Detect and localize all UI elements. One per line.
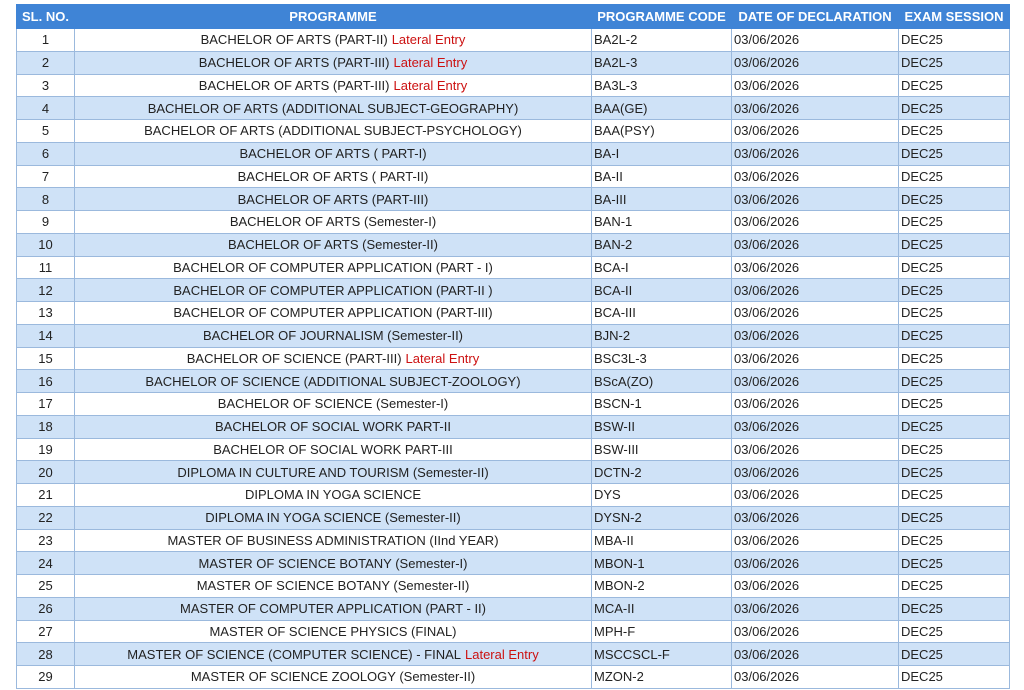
- programme-code-cell: BJN-2: [592, 324, 732, 347]
- programme-code-cell: BA-III: [592, 188, 732, 211]
- lateral-entry-label: Lateral Entry: [465, 646, 539, 662]
- table-row: [17, 188, 1010, 211]
- programme-cell: [75, 120, 592, 143]
- table-row: [17, 552, 1010, 575]
- programme-code-cell: BAN-1: [592, 211, 732, 234]
- table-row: [17, 415, 1010, 438]
- exam-session-cell: DEC25: [899, 506, 1010, 529]
- programme-code-cell: BCA-II: [592, 279, 732, 302]
- sl-no-cell: 9: [17, 211, 75, 234]
- header-date-of-declaration: DATE OF DECLARATION: [732, 5, 899, 29]
- programme-cell: [75, 438, 592, 461]
- sl-no-cell: 23: [17, 529, 75, 552]
- declaration-date-cell: 03/06/2026: [732, 302, 899, 325]
- programme-code-cell: MCA-II: [592, 597, 732, 620]
- programme-code-cell: MBON-1: [592, 552, 732, 575]
- programme-name: BACHELOR OF COMPUTER APPLICATION (PART-III): [173, 305, 493, 321]
- programme-cell: [75, 256, 592, 279]
- declaration-date-cell: 03/06/2026: [732, 120, 899, 143]
- declaration-date-cell: 03/06/2026: [732, 552, 899, 575]
- header-programme-code: PROGRAMME CODE: [592, 5, 732, 29]
- programme-name: DIPLOMA IN YOGA SCIENCE (Semester-II): [205, 510, 461, 526]
- declaration-date-cell: 03/06/2026: [732, 165, 899, 188]
- exam-session-cell: DEC25: [899, 256, 1010, 279]
- exam-session-cell: DEC25: [899, 438, 1010, 461]
- table-row: [17, 29, 1010, 52]
- exam-session-cell: DEC25: [899, 165, 1010, 188]
- programme-code-cell: BAA(GE): [592, 97, 732, 120]
- programme-code-cell: MBA-II: [592, 529, 732, 552]
- programme-cell: [75, 393, 592, 416]
- programme-name: BACHELOR OF SOCIAL WORK PART-III: [213, 441, 453, 457]
- programme-name: BACHELOR OF SCIENCE (Semester-I): [217, 396, 449, 412]
- exam-session-cell: DEC25: [899, 233, 1010, 256]
- exam-session-cell: DEC25: [899, 97, 1010, 120]
- programme-code-cell: BCA-I: [592, 256, 732, 279]
- sl-no-cell: 3: [17, 74, 75, 97]
- programme-cell: [75, 279, 592, 302]
- programme-code-cell: BA-II: [592, 165, 732, 188]
- sl-no-cell: 7: [17, 165, 75, 188]
- table-row: [17, 643, 1010, 666]
- declaration-date-cell: 03/06/2026: [732, 142, 899, 165]
- exam-session-cell: DEC25: [899, 597, 1010, 620]
- programme-cell: [75, 620, 592, 643]
- table-row: [17, 279, 1010, 302]
- table-row: [17, 324, 1010, 347]
- exam-session-cell: DEC25: [899, 142, 1010, 165]
- programme-cell: [75, 302, 592, 325]
- exam-session-cell: DEC25: [899, 51, 1010, 74]
- sl-no-cell: 8: [17, 188, 75, 211]
- declaration-date-cell: 03/06/2026: [732, 256, 899, 279]
- table-row: [17, 74, 1010, 97]
- exam-session-cell: DEC25: [899, 415, 1010, 438]
- lateral-entry-label: Lateral Entry: [405, 350, 480, 366]
- programme-name: BACHELOR OF ARTS ( PART-II): [237, 168, 429, 184]
- sl-no-cell: 5: [17, 120, 75, 143]
- programme-code-cell: DYS: [592, 484, 732, 507]
- programme-name: DIPLOMA IN CULTURE AND TOURISM (Semester-II): [177, 464, 489, 480]
- declaration-date-cell: 03/06/2026: [732, 279, 899, 302]
- sl-no-cell: 14: [17, 324, 75, 347]
- programme-code-cell: BSW-II: [592, 415, 732, 438]
- sl-no-cell: 25: [17, 575, 75, 598]
- programme-name: BACHELOR OF ARTS (ADDITIONAL SUBJECT-PSYCHOLOGY): [144, 123, 522, 139]
- programme-cell: [75, 575, 592, 598]
- exam-session-cell: DEC25: [899, 575, 1010, 598]
- table-body: [17, 29, 1010, 689]
- exam-session-cell: DEC25: [899, 324, 1010, 347]
- declaration-date-cell: 03/06/2026: [732, 347, 899, 370]
- table-row: [17, 256, 1010, 279]
- programme-code-cell: BA2L-2: [592, 29, 732, 52]
- table-row: [17, 51, 1010, 74]
- declaration-date-cell: 03/06/2026: [732, 370, 899, 393]
- programme-name: MASTER OF SCIENCE (COMPUTER SCIENCE) - FINAL: [127, 646, 461, 662]
- sl-no-cell: 6: [17, 142, 75, 165]
- table-row: [17, 211, 1010, 234]
- programme-cell: [75, 506, 592, 529]
- table-row: [17, 529, 1010, 552]
- sl-no-cell: 20: [17, 461, 75, 484]
- programme-code-cell: BScA(ZO): [592, 370, 732, 393]
- programme-name: BACHELOR OF ARTS (Semester-I): [229, 214, 437, 230]
- programme-code-cell: BA-I: [592, 142, 732, 165]
- declaration-date-cell: 03/06/2026: [732, 29, 899, 52]
- programme-name: MASTER OF COMPUTER APPLICATION (PART - II): [179, 601, 486, 617]
- programme-code-cell: BA2L-3: [592, 51, 732, 74]
- table-row: [17, 666, 1010, 689]
- programme-cell: [75, 165, 592, 188]
- declaration-date-cell: 03/06/2026: [732, 438, 899, 461]
- lateral-entry-label: Lateral Entry: [391, 32, 466, 48]
- table-row: [17, 233, 1010, 256]
- programme-name: BACHELOR OF ARTS (Semester-II): [228, 237, 438, 253]
- table-row: [17, 461, 1010, 484]
- table-row: [17, 438, 1010, 461]
- exam-session-cell: DEC25: [899, 279, 1010, 302]
- table-row: [17, 120, 1010, 143]
- programme-name: BACHELOR OF ARTS (PART-III): [237, 191, 429, 207]
- lateral-entry-label: Lateral Entry: [393, 77, 468, 93]
- table-row: [17, 484, 1010, 507]
- programme-code-cell: BA3L-3: [592, 74, 732, 97]
- declaration-date-cell: 03/06/2026: [732, 506, 899, 529]
- exam-session-cell: DEC25: [899, 29, 1010, 52]
- exam-session-cell: DEC25: [899, 211, 1010, 234]
- exam-session-cell: DEC25: [899, 393, 1010, 416]
- exam-session-cell: DEC25: [899, 74, 1010, 97]
- declaration-date-cell: 03/06/2026: [732, 597, 899, 620]
- programme-cell: [75, 97, 592, 120]
- exam-session-cell: DEC25: [899, 484, 1010, 507]
- sl-no-cell: 18: [17, 415, 75, 438]
- exam-session-cell: DEC25: [899, 529, 1010, 552]
- header-row: [17, 5, 1010, 29]
- programme-name: BACHELOR OF ARTS ( PART-I): [239, 146, 427, 162]
- programme-code-cell: BSW-III: [592, 438, 732, 461]
- programme-cell: [75, 552, 592, 575]
- declaration-date-cell: 03/06/2026: [732, 575, 899, 598]
- sl-no-cell: 27: [17, 620, 75, 643]
- sl-no-cell: 19: [17, 438, 75, 461]
- programme-name: BACHELOR OF SCIENCE (PART-III): [186, 350, 402, 366]
- table-header: [17, 5, 1010, 29]
- programme-cell: [75, 324, 592, 347]
- exam-session-cell: DEC25: [899, 370, 1010, 393]
- exam-session-cell: DEC25: [899, 347, 1010, 370]
- programme-name: MASTER OF SCIENCE PHYSICS (FINAL): [209, 623, 457, 639]
- declaration-date-cell: 03/06/2026: [732, 393, 899, 416]
- programme-name: MASTER OF BUSINESS ADMINISTRATION (IInd YEAR): [167, 532, 499, 548]
- programme-code-cell: BAA(PSY): [592, 120, 732, 143]
- programme-cell: [75, 415, 592, 438]
- programme-cell: [75, 51, 592, 74]
- programme-cell: [75, 529, 592, 552]
- table-row: [17, 165, 1010, 188]
- sl-no-cell: 28: [17, 643, 75, 666]
- exam-session-cell: DEC25: [899, 120, 1010, 143]
- exam-session-cell: DEC25: [899, 461, 1010, 484]
- header-sl-no: SL. NO.: [17, 5, 75, 29]
- exam-session-cell: DEC25: [899, 666, 1010, 689]
- programme-code-cell: MBON-2: [592, 575, 732, 598]
- programme-cell: [75, 666, 592, 689]
- programme-name: BACHELOR OF ARTS (PART-III): [198, 55, 390, 71]
- results-table: [16, 4, 1010, 689]
- programme-code-cell: BSCN-1: [592, 393, 732, 416]
- declaration-date-cell: 03/06/2026: [732, 415, 899, 438]
- declaration-date-cell: 03/06/2026: [732, 188, 899, 211]
- table-row: [17, 597, 1010, 620]
- declaration-date-cell: 03/06/2026: [732, 97, 899, 120]
- table-row: [17, 97, 1010, 120]
- programme-code-cell: BCA-III: [592, 302, 732, 325]
- exam-session-cell: DEC25: [899, 552, 1010, 575]
- sl-no-cell: 29: [17, 666, 75, 689]
- programme-name: BACHELOR OF SCIENCE (ADDITIONAL SUBJECT-ZOOLOGY): [145, 373, 521, 389]
- programme-cell: [75, 643, 592, 666]
- programme-name: BACHELOR OF COMPUTER APPLICATION (PART - I): [173, 259, 493, 275]
- programme-code-cell: DCTN-2: [592, 461, 732, 484]
- declaration-date-cell: 03/06/2026: [732, 643, 899, 666]
- declaration-date-cell: 03/06/2026: [732, 324, 899, 347]
- programme-name: MASTER OF SCIENCE BOTANY (Semester-II): [196, 578, 470, 594]
- table-row: [17, 370, 1010, 393]
- sl-no-cell: 11: [17, 256, 75, 279]
- sl-no-cell: 1: [17, 29, 75, 52]
- declaration-date-cell: 03/06/2026: [732, 484, 899, 507]
- programme-code-cell: MZON-2: [592, 666, 732, 689]
- sl-no-cell: 12: [17, 279, 75, 302]
- programme-code-cell: BSC3L-3: [592, 347, 732, 370]
- sl-no-cell: 21: [17, 484, 75, 507]
- programme-name: BACHELOR OF ARTS (PART-II): [200, 32, 388, 48]
- programme-cell: [75, 74, 592, 97]
- table-row: [17, 393, 1010, 416]
- declaration-date-cell: 03/06/2026: [732, 620, 899, 643]
- table-row: [17, 506, 1010, 529]
- programme-name: BACHELOR OF ARTS (ADDITIONAL SUBJECT-GEOGRAPHY): [147, 100, 519, 116]
- programme-code-cell: BAN-2: [592, 233, 732, 256]
- header-exam-session: EXAM SESSION: [899, 5, 1010, 29]
- declaration-date-cell: 03/06/2026: [732, 461, 899, 484]
- exam-session-cell: DEC25: [899, 302, 1010, 325]
- sl-no-cell: 10: [17, 233, 75, 256]
- programme-code-cell: MPH-F: [592, 620, 732, 643]
- sl-no-cell: 16: [17, 370, 75, 393]
- declaration-date-cell: 03/06/2026: [732, 529, 899, 552]
- sl-no-cell: 2: [17, 51, 75, 74]
- programme-name: DIPLOMA IN YOGA SCIENCE: [244, 487, 422, 503]
- lateral-entry-label: Lateral Entry: [393, 55, 468, 71]
- sl-no-cell: 26: [17, 597, 75, 620]
- programme-cell: [75, 370, 592, 393]
- declaration-date-cell: 03/06/2026: [732, 51, 899, 74]
- sl-no-cell: 24: [17, 552, 75, 575]
- programme-cell: [75, 233, 592, 256]
- declaration-date-cell: 03/06/2026: [732, 211, 899, 234]
- sl-no-cell: 13: [17, 302, 75, 325]
- header-programme: PROGRAMME: [75, 5, 592, 29]
- programme-cell: [75, 597, 592, 620]
- results-table-container: [16, 4, 1009, 689]
- sl-no-cell: 15: [17, 347, 75, 370]
- programme-name: MASTER OF SCIENCE ZOOLOGY (Semester-II): [190, 669, 476, 685]
- exam-session-cell: DEC25: [899, 188, 1010, 211]
- programme-name: BACHELOR OF COMPUTER APPLICATION (PART-II ): [173, 282, 493, 298]
- programme-name: MASTER OF SCIENCE BOTANY (Semester-I): [198, 555, 468, 571]
- table-row: [17, 142, 1010, 165]
- programme-cell: [75, 347, 592, 370]
- declaration-date-cell: 03/06/2026: [732, 233, 899, 256]
- programme-cell: [75, 188, 592, 211]
- programme-name: BACHELOR OF SOCIAL WORK PART-II: [215, 419, 451, 435]
- programme-cell: [75, 29, 592, 52]
- exam-session-cell: DEC25: [899, 643, 1010, 666]
- table-row: [17, 575, 1010, 598]
- sl-no-cell: 22: [17, 506, 75, 529]
- programme-code-cell: DYSN-2: [592, 506, 732, 529]
- programme-cell: [75, 211, 592, 234]
- programme-name: BACHELOR OF JOURNALISM (Semester-II): [202, 328, 464, 344]
- exam-session-cell: DEC25: [899, 620, 1010, 643]
- programme-cell: [75, 142, 592, 165]
- sl-no-cell: 4: [17, 97, 75, 120]
- declaration-date-cell: 03/06/2026: [732, 666, 899, 689]
- programme-cell: [75, 484, 592, 507]
- table-row: [17, 302, 1010, 325]
- programme-cell: [75, 461, 592, 484]
- table-row: [17, 347, 1010, 370]
- programme-name: BACHELOR OF ARTS (PART-III): [198, 77, 390, 93]
- programme-code-cell: MSCCSCL-F: [592, 643, 732, 666]
- table-row: [17, 620, 1010, 643]
- sl-no-cell: 17: [17, 393, 75, 416]
- declaration-date-cell: 03/06/2026: [732, 74, 899, 97]
